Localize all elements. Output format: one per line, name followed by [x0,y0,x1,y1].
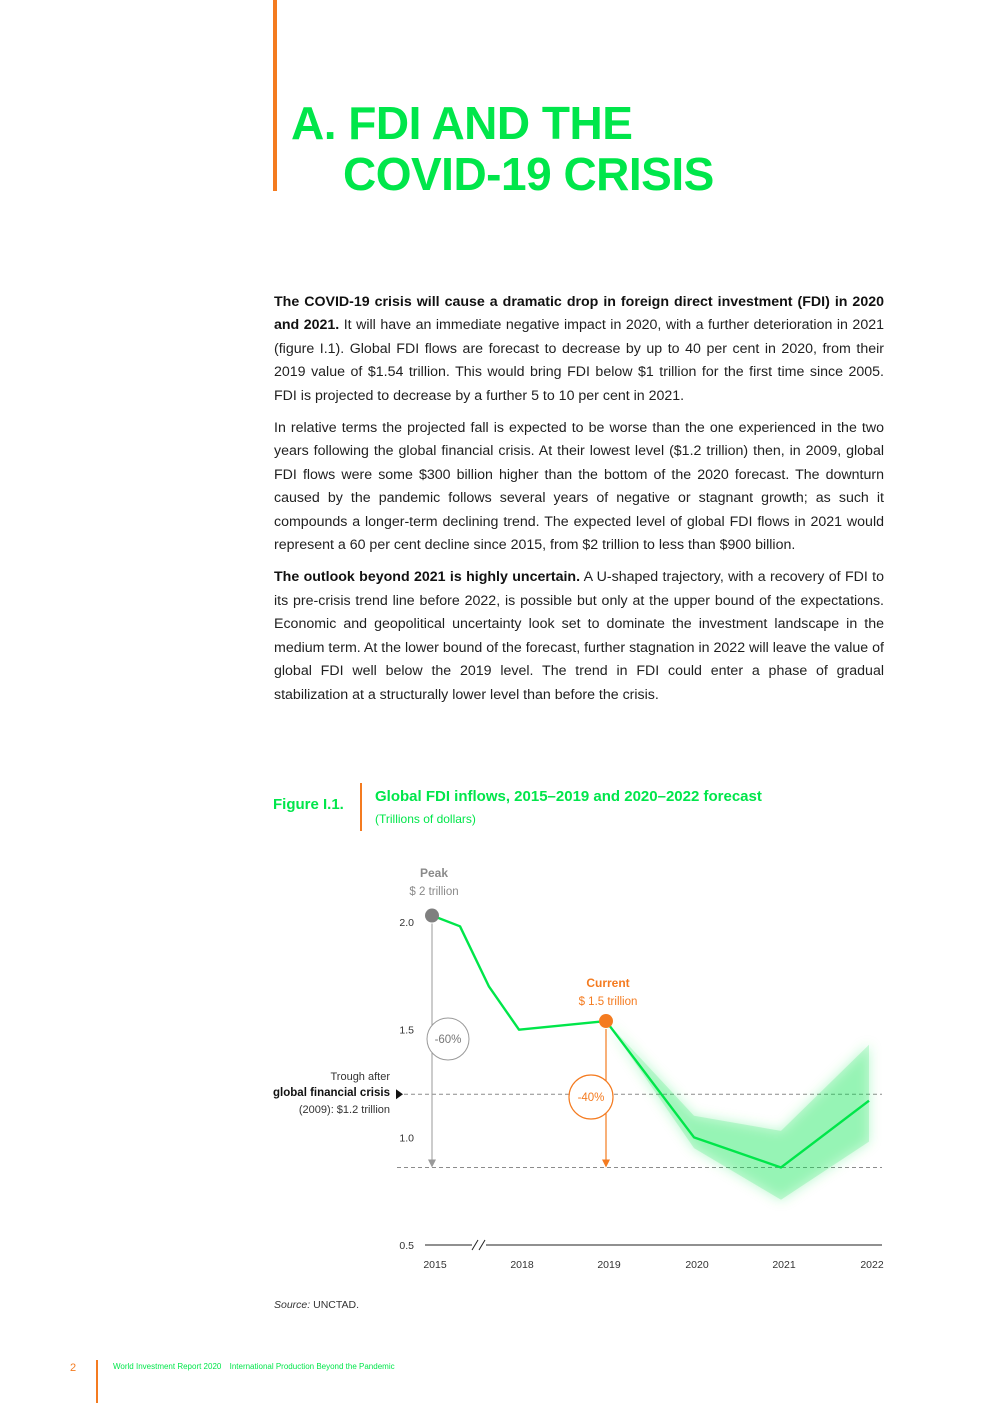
x-tick-label: 2015 [423,1259,447,1271]
paragraph-3 [274,566,884,706]
y-tick-label: 1.0 [399,1132,414,1145]
drop-arrows [427,924,613,1168]
heading-line-1: A. FDI AND THE [291,97,633,149]
y-tick-label: 1.5 [399,1024,414,1037]
current-drop-label: -40% [577,1092,605,1104]
y-tick-label: 0.5 [399,1240,414,1252]
forecast-band [606,1021,869,1200]
fdi-line-chart [260,850,900,1280]
figure-divider [360,783,362,831]
y-axis [399,917,414,1252]
forecast-uncertainty-band-core [606,1021,869,1200]
x-tick-label: 2022 [860,1259,884,1271]
peak-drop-arrow-head [428,1159,436,1167]
trough-label-line-3: (2009): $1.2 trillion [298,1104,390,1116]
footer-report-subtitle: International Production Beyond the Pandemic [229,1362,395,1371]
figure-source [274,1299,359,1311]
peak-title: Peak [419,866,449,880]
paragraph-3-lead: The outlook beyond 2021 is highly uncertain. [274,569,581,586]
x-tick-label: 2019 [597,1259,621,1271]
footer-accent-bar [96,1360,98,1403]
x-tick-label: 2021 [772,1259,796,1271]
paragraph-1-lead: The COVID-19 crisis will cause a dramatic drop in foreign direct investment (FDI) in 2020 and 2021. [274,294,884,334]
footer-report-title: World Investment Report 2020 [113,1362,222,1371]
heading-accent-bar [273,0,277,191]
heading-line-2: COVID-19 CRISIS [343,148,714,200]
paragraph-3-text: A U-shaped trajectory, with a recovery of FDI to its pre-crisis trend line before 2022, is possible but only at the upper bound of the expectations. Economic and geopolitical uncertainty look set to dominate the investment landscape in the medium term. At the lower bound of the forecast, further stagnation in 2022 will leave the value of global FDI well below the 2019 level. The trend in FDI could enter a phase of gradual stabilization at a structurally lower level than before the crisis. [274,569,884,703]
axis-break-mark [472,1240,478,1250]
y-tick-label: 2.0 [399,917,414,930]
current-value: $ 1.5 trillion [578,996,638,1008]
x-tick-label: 2018 [510,1259,534,1271]
current-marker [599,1014,613,1028]
x-tick-label: 2020 [685,1259,709,1271]
peak-drop-label: -60% [434,1034,462,1046]
page-number: 2 [70,1362,77,1374]
source-label: Source: [274,1299,311,1311]
paragraph-2-text: In relative terms the projected fall is expected to be worse than the one experienced in the two years following the global financial crisis. At their lowest level ($1.2 trillion) then, in 2009, global FDI flows were some $300 billion higher than the bottom of the 2020 forecast. The downturn caused by the pandemic follows several years of negative or stagnant growth; as such it compounds a longer-term declining trend. The expected level of global FDI flows in 2021 would represent a 60 per cent decline since 2015, from $2 trillion to less than $900 billion. [274,420,884,554]
x-axis [423,1240,884,1271]
figure-label: Figure I.1. [273,796,344,813]
figure-title: Global FDI inflows, 2015–2019 and 2020–2022 forecast [375,788,762,805]
paragraph-1 [274,291,884,408]
trough-pointer [396,1089,403,1099]
current-title: Current [586,976,630,990]
current-drop-arrow-head [602,1159,610,1167]
body-text [274,291,884,716]
figure-subtitle: (Trillions of dollars) [375,812,476,826]
paragraph-2 [274,417,884,557]
running-footer [113,1362,401,1371]
trough-label-line-1: Trough after [330,1071,390,1083]
axis-break-mark [479,1240,485,1250]
peak-value: $ 2 trillion [409,886,459,898]
paragraph-1-text: It will have an immediate negative impact in 2020, with a further deterioration in 2021 (figure I.1). Global FDI flows are forecast to decrease by up to 40 per cent in 2020, from their 2019 value of $1.54 trillion. This would bring FDI below $1 trillion for the first time since 2005. FDI is projected to decrease by a further 5 to 10 per cent in 2021. [274,317,884,404]
section-heading [291,98,714,200]
source-text: UNCTAD. [313,1299,359,1311]
trough-label-line-2: global financial crisis [273,1087,390,1099]
peak-marker [425,909,439,923]
